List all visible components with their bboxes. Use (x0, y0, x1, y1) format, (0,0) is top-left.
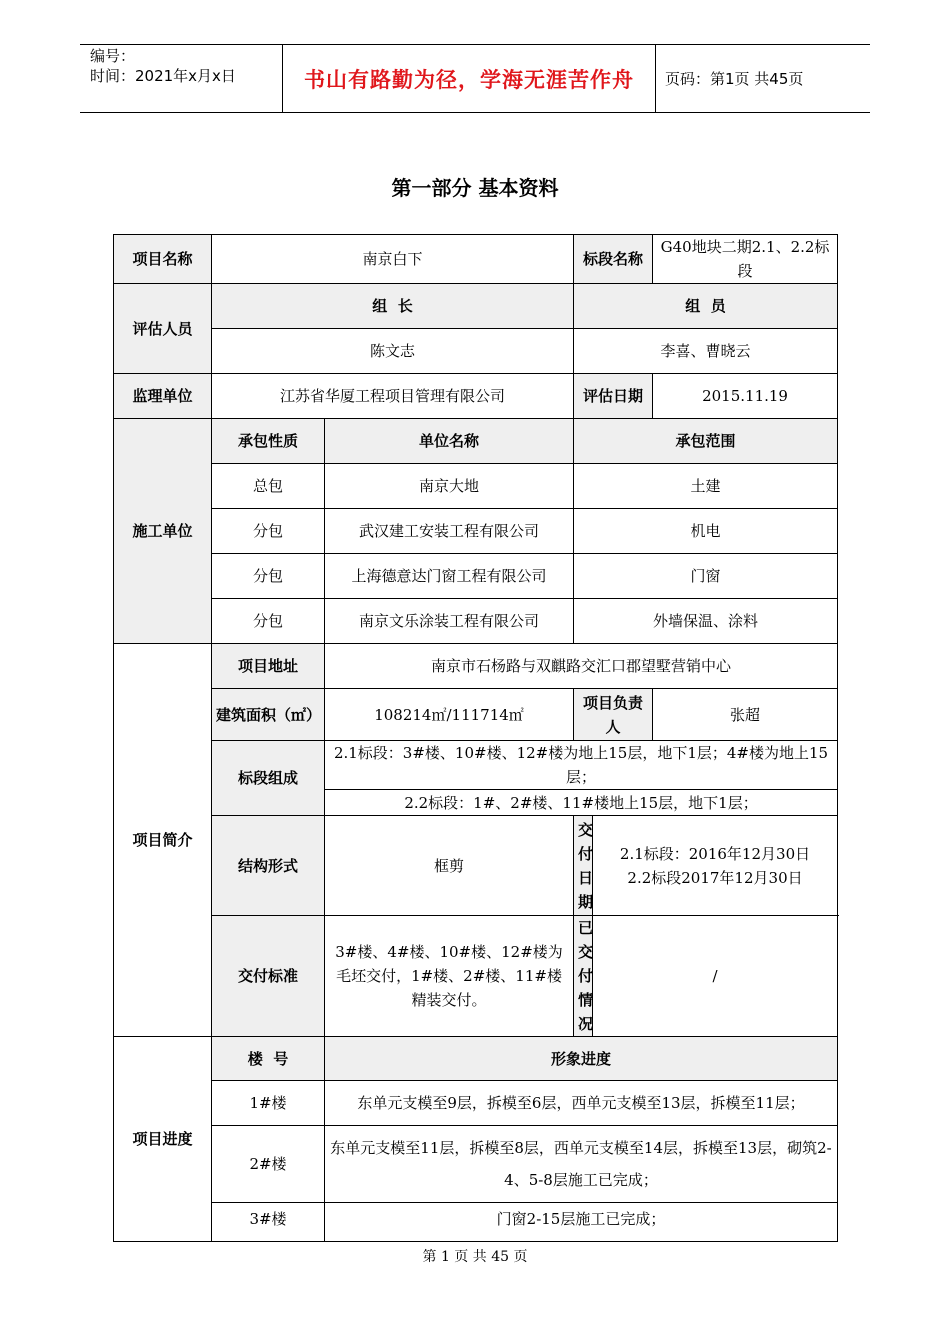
delivered-label: 已交付情况 (574, 916, 593, 1037)
row-structure (114, 816, 838, 916)
row-construction-headers (114, 419, 838, 464)
contract-scope-header: 承包范围 (574, 419, 838, 464)
progress-text: 东单元支模至11层，拆模至8层，西单元支模至14层，拆模至13层，砌筑2-4、5-8层施工已完成； (325, 1126, 838, 1203)
header-divider-2 (655, 44, 656, 113)
contract-type: 分包 (212, 554, 325, 599)
unit-name-header: 单位名称 (325, 419, 574, 464)
row-area (114, 689, 838, 741)
section-name-value: G40地块二期2.1、2.2标段 (653, 235, 838, 284)
row-evaluator-values (114, 329, 838, 374)
row-delivery-standard (114, 916, 838, 1037)
progress-header: 形象进度 (325, 1037, 838, 1081)
row-evaluator-headers (114, 284, 838, 329)
header-motto: 书山有路勤为径，学海无涯苦作舟 (304, 67, 634, 92)
delivered-value: / (593, 916, 838, 1037)
unit-name: 南京文乐涂装工程有限公司 (325, 599, 574, 644)
delivery-date-label: 交付日期 (574, 816, 593, 916)
members-value: 李喜、曹晓云 (574, 329, 838, 374)
delivery-date-line-2: 2.2标段2017年12月30日 (627, 868, 803, 887)
delivery-date-line-1: 2.1标段：2016年12月30日 (619, 844, 811, 863)
row-composition-1 (114, 741, 838, 790)
composition-line-1: 2.1标段：3#楼、10#楼、12#楼为地上15层，地下1层；4#楼为地上15层； (325, 741, 838, 790)
supervisor-label: 监理单位 (114, 374, 212, 419)
address-value: 南京市石杨路与双麒路交汇口郡望墅营销中心 (325, 644, 838, 689)
table-row (114, 1126, 838, 1203)
contract-type: 分包 (212, 599, 325, 644)
building-no: 3#楼 (212, 1203, 325, 1242)
progress-label: 项目进度 (114, 1037, 212, 1242)
contract-scope: 机电 (574, 509, 838, 554)
contract-type-header: 承包性质 (212, 419, 325, 464)
unit-name: 上海德意达门窗工程有限公司 (325, 554, 574, 599)
contract-scope: 土建 (574, 464, 838, 509)
project-name-label: 项目名称 (114, 235, 212, 284)
contract-type: 分包 (212, 509, 325, 554)
area-value: 108214㎡/111714㎡ (325, 689, 574, 741)
row-project-name (114, 235, 838, 284)
composition-line-2: 2.2标段：1#、2#楼、11#楼地上15层，地下1层； (325, 790, 838, 816)
table-row (114, 599, 838, 644)
supervisor-value: 江苏省华厦工程项目管理有限公司 (212, 374, 574, 419)
section-name-label: 标段名称 (574, 235, 653, 284)
member-label: 组 员 (574, 284, 838, 329)
table-row (114, 1203, 838, 1242)
page-footer: 第 1 页 共 45 页 (422, 1249, 528, 1265)
construction-label: 施工单位 (114, 419, 212, 644)
eval-date-label: 评估日期 (574, 374, 653, 419)
unit-name: 武汉建工安装工程有限公司 (325, 509, 574, 554)
delivery-std-value: 3#楼、4#楼、10#楼、12#楼为毛坯交付，1#楼、2#楼、11#楼精装交付。 (325, 916, 574, 1037)
contract-scope: 门窗 (574, 554, 838, 599)
header-page-code: 页码：第1页 共45页 (665, 70, 804, 88)
progress-text: 东单元支模至9层，拆模至6层，西单元支模至13层，拆模至11层； (325, 1081, 838, 1126)
table-row (114, 509, 838, 554)
delivery-date-value (593, 816, 838, 916)
basic-info-table (113, 234, 838, 1242)
structure-label: 结构形式 (212, 816, 325, 916)
building-no: 1#楼 (212, 1081, 325, 1126)
intro-label: 项目简介 (114, 644, 212, 1037)
leader-label: 组 长 (212, 284, 574, 329)
table-row (114, 1081, 838, 1126)
address-label: 项目地址 (212, 644, 325, 689)
header-meta (90, 46, 236, 86)
unit-name: 南京大地 (325, 464, 574, 509)
table-row (114, 464, 838, 509)
doc-number-label: 编号： (90, 47, 136, 65)
building-no-header: 楼 号 (212, 1037, 325, 1081)
row-supervisor (114, 374, 838, 419)
page-title: 第一部分 基本资料 (391, 176, 559, 200)
evaluator-label: 评估人员 (114, 284, 212, 374)
structure-value: 框剪 (325, 816, 574, 916)
contract-scope: 外墙保温、涂料 (574, 599, 838, 644)
project-name-value: 南京白下 (212, 235, 574, 284)
manager-value: 张超 (653, 689, 838, 741)
area-label: 建筑面积（㎡） (212, 689, 325, 741)
building-no: 2#楼 (212, 1126, 325, 1203)
delivery-std-label: 交付标准 (212, 916, 325, 1037)
table-row (114, 554, 838, 599)
doc-time: 时间：2021年x月x日 (90, 67, 236, 85)
row-address (114, 644, 838, 689)
composition-label: 标段组成 (212, 741, 325, 816)
contract-type: 总包 (212, 464, 325, 509)
progress-text: 门窗2-15层施工已完成； (325, 1203, 838, 1242)
manager-label: 项目负责人 (574, 689, 653, 741)
row-progress-headers (114, 1037, 838, 1081)
eval-date-value: 2015.11.19 (653, 374, 838, 419)
leader-value: 陈文志 (212, 329, 574, 374)
